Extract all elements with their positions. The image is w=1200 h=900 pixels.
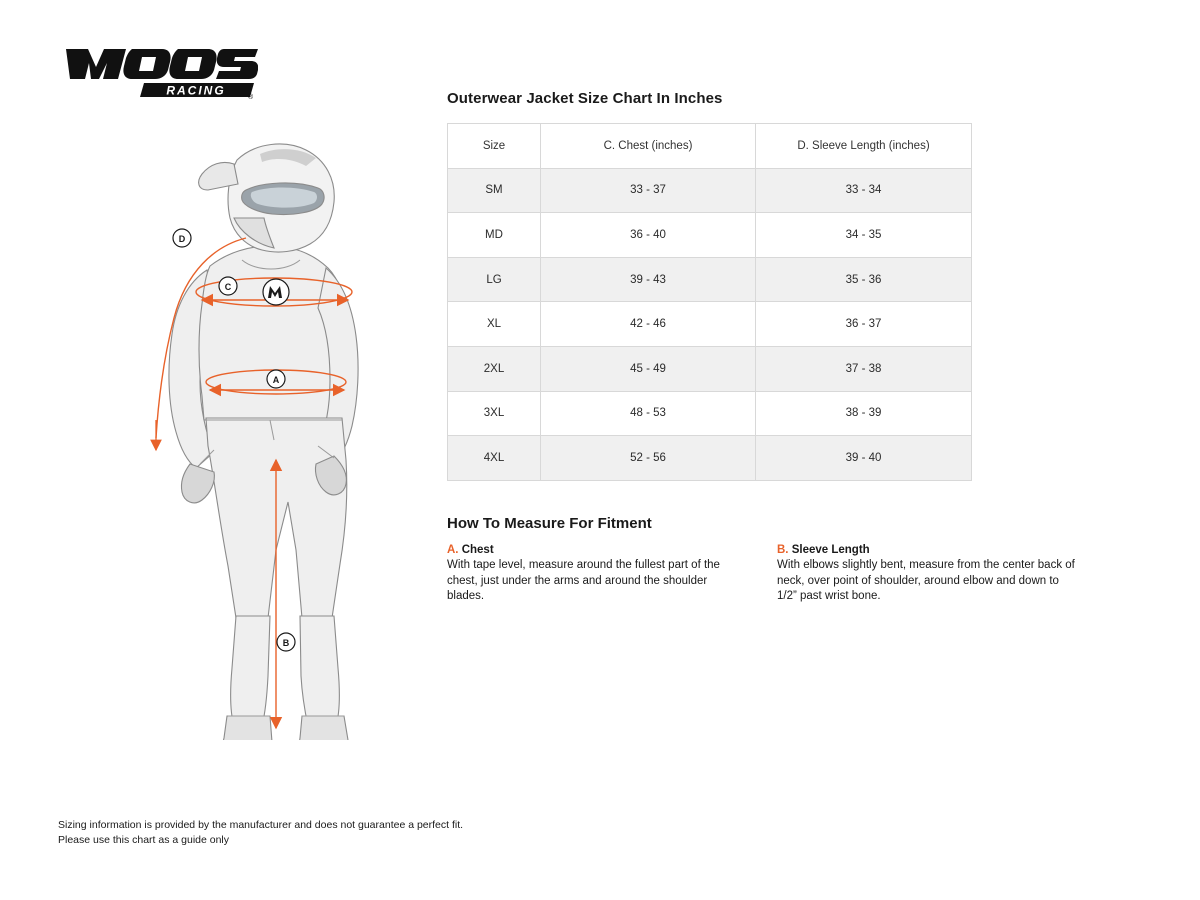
cell-chest: 42 - 46 xyxy=(541,302,756,347)
how-to-measure-heading: How To Measure For Fitment xyxy=(447,515,652,532)
measure-item-chest xyxy=(447,544,747,605)
table-row xyxy=(448,391,972,436)
table-row xyxy=(448,168,972,213)
chest-logo-badge xyxy=(263,279,289,305)
marker-a xyxy=(267,370,285,388)
brand-sub xyxy=(258,45,259,46)
measure-key-a: A. xyxy=(447,544,459,556)
measure-text-chest: With tape level, measure around the fullest part of the chest, just under the arms and around the shoulder blades. xyxy=(447,559,720,603)
measure-text-sleeve: With elbows slightly bent, measure from the center back of neck, over point of shoulder, around elbow and down to 1/2” past wrist bone. xyxy=(777,559,1075,603)
cell-chest: 36 - 40 xyxy=(541,213,756,258)
measurement-figure xyxy=(110,120,430,740)
column-header-size: Size xyxy=(448,124,541,169)
cell-size: 2XL xyxy=(448,346,541,391)
cell-sleeve: 38 - 39 xyxy=(756,391,972,436)
table-header-row xyxy=(448,124,972,169)
brand-logo xyxy=(58,45,258,100)
marker-d xyxy=(173,229,191,247)
measure-item-sleeve xyxy=(777,544,1077,605)
disclaimer xyxy=(58,818,463,848)
cell-size: LG xyxy=(448,257,541,302)
svg-text:®: ® xyxy=(248,94,254,101)
cell-chest: 52 - 56 xyxy=(541,436,756,481)
table-row xyxy=(448,302,972,347)
cell-sleeve: 36 - 37 xyxy=(756,302,972,347)
how-to-measure-section xyxy=(447,515,1107,605)
cell-size: 3XL xyxy=(448,391,541,436)
measure-label-sleeve: Sleeve Length xyxy=(791,544,870,556)
measure-key-b: B. xyxy=(777,544,789,556)
brand-name xyxy=(258,45,259,46)
cell-sleeve: 33 - 34 xyxy=(756,168,972,213)
measure-label-chest: Chest xyxy=(461,544,494,556)
cell-size: MD xyxy=(448,213,541,258)
table-row xyxy=(448,257,972,302)
cell-chest: 45 - 49 xyxy=(541,346,756,391)
cell-sleeve: 37 - 38 xyxy=(756,346,972,391)
disclaimer-line-1: Sizing information is provided by the manufacturer and does not guarantee a perfect fit. xyxy=(58,819,464,831)
table-row xyxy=(448,436,972,481)
cell-size: XL xyxy=(448,302,541,347)
cell-sleeve: 39 - 40 xyxy=(756,436,972,481)
page-title: Outerwear Jacket Size Chart In Inches xyxy=(447,90,723,107)
svg-text:B: B xyxy=(282,638,290,648)
svg-text:D: D xyxy=(178,234,186,244)
table-row xyxy=(448,346,972,391)
cell-chest: 39 - 43 xyxy=(541,257,756,302)
cell-size: 4XL xyxy=(448,436,541,481)
marker-b xyxy=(277,633,295,651)
column-header-sleeve: D. Sleeve Length (inches) xyxy=(756,124,972,169)
svg-text:C: C xyxy=(224,282,232,292)
marker-c xyxy=(219,277,237,295)
svg-text:A: A xyxy=(272,375,280,385)
disclaimer-line-2: Please use this chart as a guide only xyxy=(58,834,230,847)
column-header-chest: C. Chest (inches) xyxy=(541,124,756,169)
svg-text:RACING: RACING xyxy=(166,83,226,98)
cell-chest: 33 - 37 xyxy=(541,168,756,213)
cell-sleeve: 34 - 35 xyxy=(756,213,972,258)
cell-chest: 48 - 53 xyxy=(541,391,756,436)
table-row xyxy=(448,213,972,258)
cell-sleeve: 35 - 36 xyxy=(756,257,972,302)
cell-size: SM xyxy=(448,168,541,213)
size-chart-table xyxy=(447,123,972,481)
